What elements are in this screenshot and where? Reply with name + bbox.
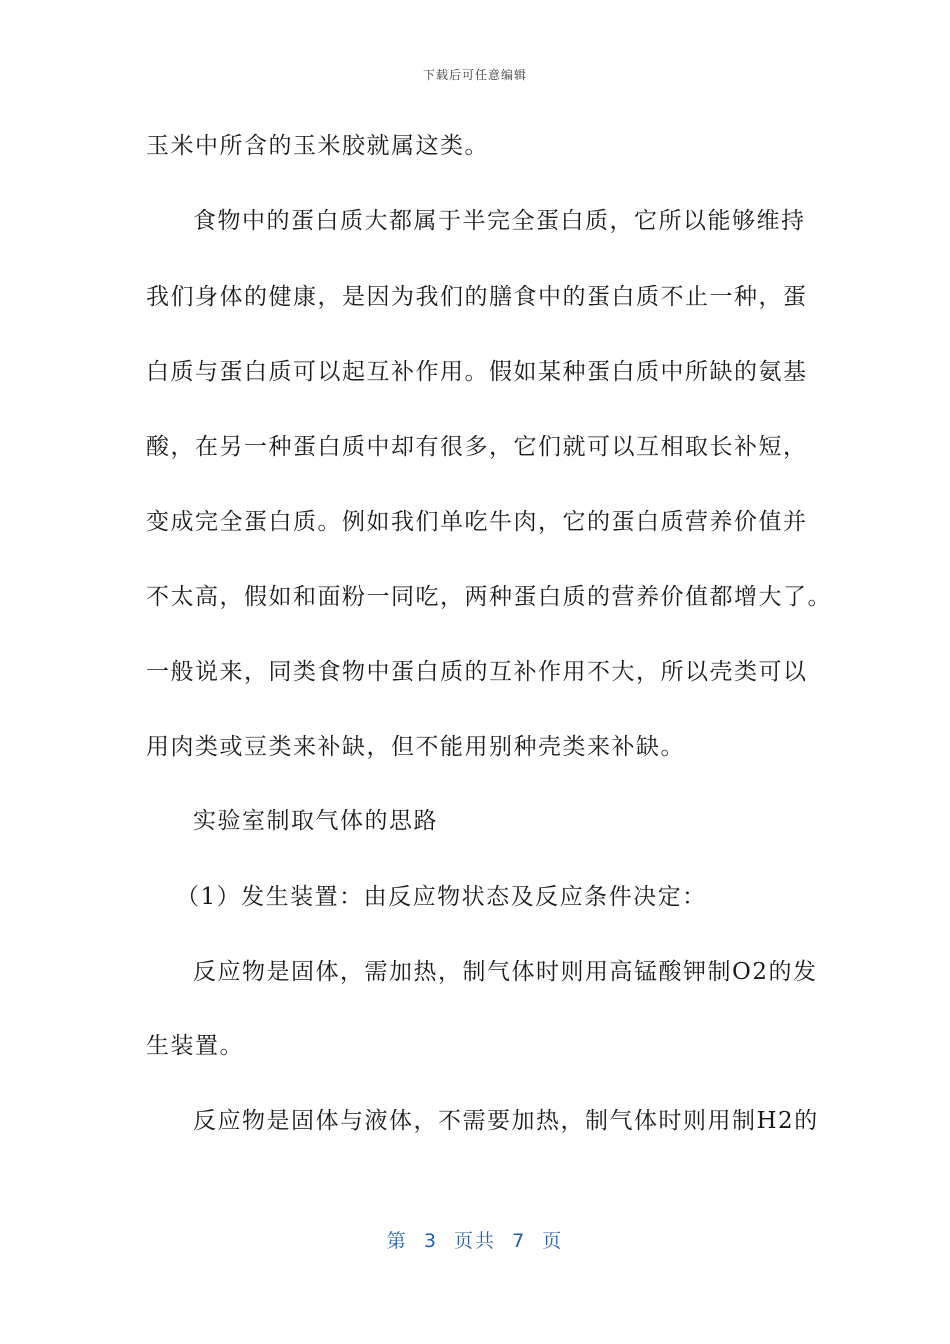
- page-header: 下载后可任意编辑: [422, 68, 527, 82]
- text-line: 玉米中所含的玉米胶就属这类。: [146, 133, 489, 159]
- text-line: 白质与蛋白质可以起互补作用。假如某种蛋白质中所缺的氨基: [146, 359, 808, 385]
- text-line: 食物中的蛋白质大都属于半完全蛋白质，它所以能够维持: [193, 208, 806, 234]
- text-line: 酸，在另一种蛋白质中却有很多，它们就可以互相取长补短，: [146, 434, 808, 460]
- text-line: 反应物是固体与液体，不需要加热，制气体时则用制H2的: [193, 1108, 819, 1134]
- text-line: 变成完全蛋白质。例如我们单吃牛肉，它的蛋白质营养价值并: [146, 509, 808, 535]
- text-line: 生装置。: [146, 1033, 244, 1059]
- text-line: 一般说来，同类食物中蛋白质的互补作用不大，所以壳类可以: [146, 659, 808, 685]
- page-number: 第 3 页共 7 页: [386, 1230, 564, 1252]
- text-line: 我们身体的健康，是因为我们的膳食中的蛋白质不止一种，蛋: [146, 284, 808, 310]
- text-line: 不太高，假如和面粉一同吃，两种蛋白质的营养价值都增大了。: [146, 584, 832, 610]
- text-line: 用肉类或豆类来补缺，但不能用别种壳类来补缺。: [146, 734, 685, 760]
- text-line: 反应物是固体，需加热，制气体时则用高锰酸钾制O2的发: [193, 959, 818, 985]
- section-heading: 实验室制取气体的思路: [193, 808, 438, 834]
- list-item-heading: （1）发生装置：由反应物状态及反应条件决定：: [176, 884, 707, 910]
